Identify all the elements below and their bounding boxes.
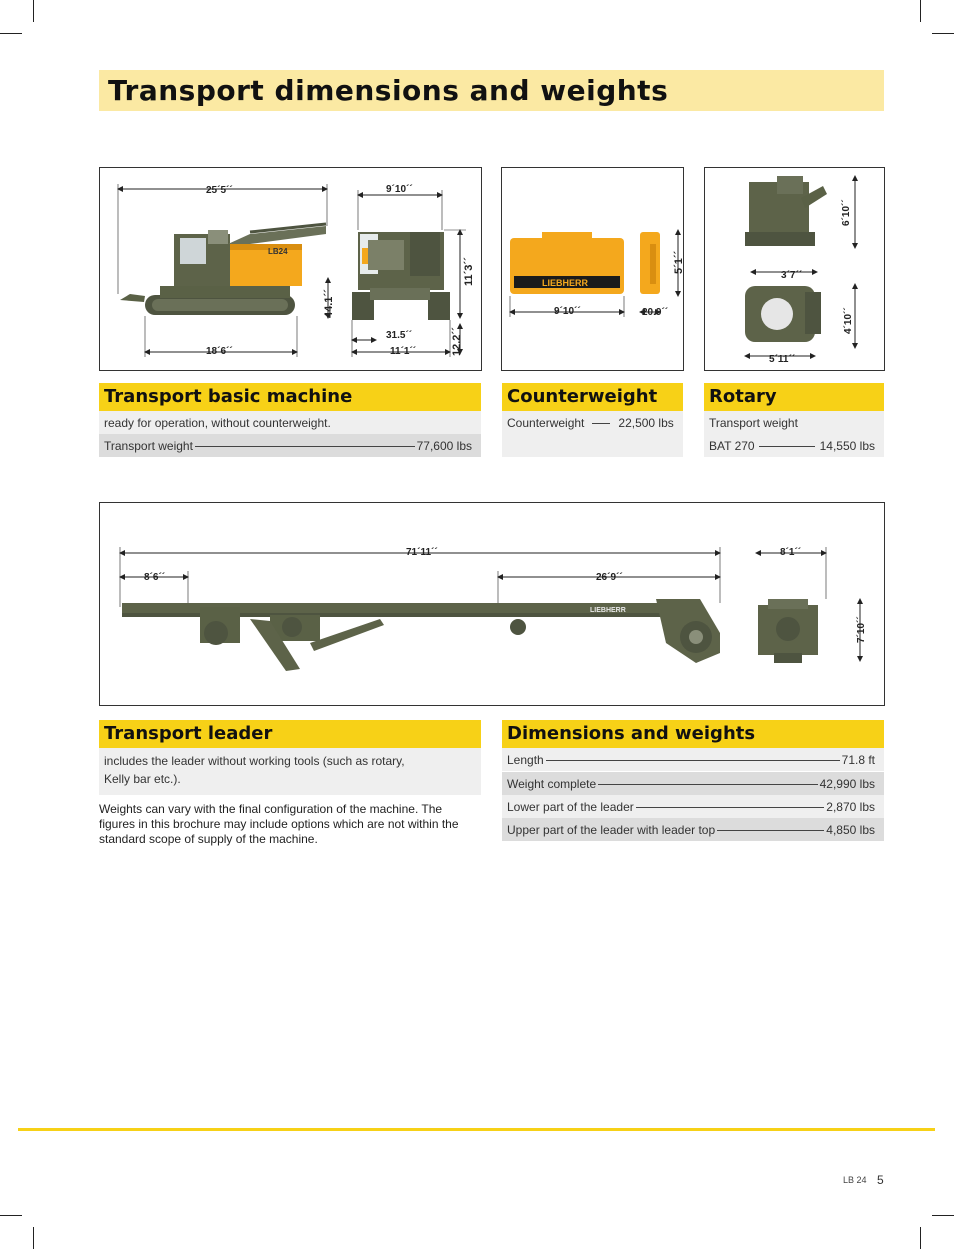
dim-height: 11´3´´	[463, 257, 475, 286]
dim-cw-height: 5´1´´	[673, 250, 685, 274]
transport-basic-machine-heading	[99, 383, 481, 411]
dw-label: Length	[507, 752, 544, 767]
counterweight-heading	[502, 383, 683, 411]
leader-line	[598, 784, 817, 785]
leader-line	[636, 807, 825, 808]
crop-mark	[0, 33, 22, 34]
dim-ground: 12.2´´	[451, 327, 463, 356]
machine-side-view	[120, 224, 326, 315]
rotary-note-row	[704, 411, 884, 434]
dimensions-weights-heading	[502, 720, 884, 748]
crop-mark	[33, 1227, 34, 1249]
crop-mark	[920, 0, 921, 22]
leader-brand: LIEBHERR	[590, 607, 626, 614]
section-title: Dimensions and weights	[507, 723, 756, 744]
leader-line	[592, 423, 610, 424]
dim-track-length: 18´6´´	[206, 346, 233, 357]
dim-leader-end-width: 8´1´´	[780, 547, 802, 558]
rotary-value: 14,550 lbs	[819, 438, 875, 453]
counterweight-value: 22,500 lbs	[618, 416, 674, 430]
dw-row	[502, 772, 884, 795]
dim-rotary-width-low: 5´11´´	[769, 354, 796, 365]
rotary-top-view	[745, 286, 821, 342]
leader-line	[759, 446, 815, 447]
counterweight-drawing	[502, 168, 683, 370]
crop-mark	[932, 1215, 954, 1216]
disclaimer-line: Weights can vary with the final configuration of the machine. The	[99, 802, 443, 816]
dim-clearance: 44.1´´	[323, 289, 335, 318]
disclaimer-line: figures in this brochure may include options which are not within the	[99, 817, 459, 831]
crop-mark	[33, 0, 34, 22]
leader-note-line: includes the leader without working tools (such as rotary,	[104, 754, 405, 768]
counterweight-brand: LIEBHERR	[542, 278, 589, 288]
section-title: Transport leader	[104, 723, 273, 744]
machine-drawing	[100, 168, 481, 370]
rotary-side-view	[745, 176, 827, 246]
leader-note-row	[99, 748, 481, 795]
dim-leader-end-height: 7´10´´	[856, 616, 867, 643]
disclaimer-line: standard scope of supply of the machine.	[99, 832, 318, 846]
dw-row	[502, 795, 884, 818]
dim-rotary-width-mid: 3´7´´	[781, 270, 803, 281]
page-title: Transport dimensions and weights	[108, 74, 669, 107]
machine-note: ready for operation, without counterweight.	[104, 415, 331, 430]
section-title: Transport basic machine	[104, 386, 353, 407]
page-number: 5	[877, 1173, 884, 1187]
leader-image	[122, 599, 720, 671]
rotary-label: BAT 270	[709, 438, 755, 453]
counterweight-drawing-frame	[501, 167, 684, 371]
counterweight-label: Counterweight	[507, 416, 585, 430]
dw-row	[502, 818, 884, 841]
crop-mark	[932, 33, 954, 34]
machine-weight-label: Transport weight	[104, 438, 193, 453]
dim-length-top: 25´5´´	[206, 185, 233, 196]
transport-leader-heading	[99, 720, 481, 748]
rotary-weight-row	[704, 434, 884, 457]
dw-value: 2,870 lbs	[826, 799, 875, 814]
footer-rule	[18, 1128, 935, 1131]
dw-value: 71.8 ft	[841, 752, 875, 767]
rotary-drawing	[705, 168, 884, 370]
machine-drawing-frame	[99, 167, 482, 371]
rotary-note: Transport weight	[709, 415, 798, 430]
svg-text:LB24: LB24	[268, 247, 288, 256]
dw-value: 42,990 lbs	[819, 776, 875, 791]
counterweight-row	[502, 411, 683, 457]
dim-width-top: 9´10´´	[386, 184, 413, 195]
machine-weight-value: 77,600 lbs	[416, 438, 472, 453]
section-title: Counterweight	[507, 386, 658, 407]
leader-end-view	[758, 599, 818, 663]
crop-mark	[920, 1227, 921, 1249]
dim-track-gauge: 11´1´´	[390, 346, 417, 357]
machine-front-view	[352, 232, 450, 320]
dw-row	[502, 748, 884, 771]
page-title-bar	[99, 70, 884, 111]
leader-line	[546, 760, 840, 761]
dim-leader-left: 8´6´´	[144, 572, 166, 583]
machine-weight-row	[99, 434, 481, 457]
leader-note-line: Kelly bar etc.).	[104, 772, 181, 786]
dim-rotary-height: 6´10´´	[841, 199, 852, 226]
dim-leader-right: 26´9´´	[596, 572, 623, 583]
leader-line	[195, 446, 415, 447]
rotary-heading	[704, 383, 884, 411]
dim-rotary-height-low: 4´10´´	[843, 307, 854, 334]
machine-note-row	[99, 411, 481, 434]
dw-label: Lower part of the leader	[507, 799, 634, 814]
dim-track-width: 31.5´´	[386, 330, 413, 341]
dim-cw-depth: 20.9´´	[642, 307, 669, 318]
dw-label: Weight complete	[507, 776, 597, 791]
dim-cw-length: 9´10´´	[554, 306, 581, 317]
rotary-drawing-frame	[704, 167, 885, 371]
counterweight-image	[510, 232, 660, 294]
section-title: Rotary	[709, 386, 777, 407]
dw-label: Upper part of the leader with leader top	[507, 822, 716, 837]
disclaimer	[99, 802, 489, 847]
leader-line	[717, 830, 824, 831]
dw-value: 4,850 lbs	[826, 822, 875, 837]
footer-doc-label: LB 24	[843, 1175, 867, 1185]
leader-drawing	[100, 503, 884, 705]
crop-mark	[0, 1215, 22, 1216]
dim-leader-total: 71´11´´	[406, 547, 438, 558]
leader-drawing-frame	[99, 502, 885, 706]
